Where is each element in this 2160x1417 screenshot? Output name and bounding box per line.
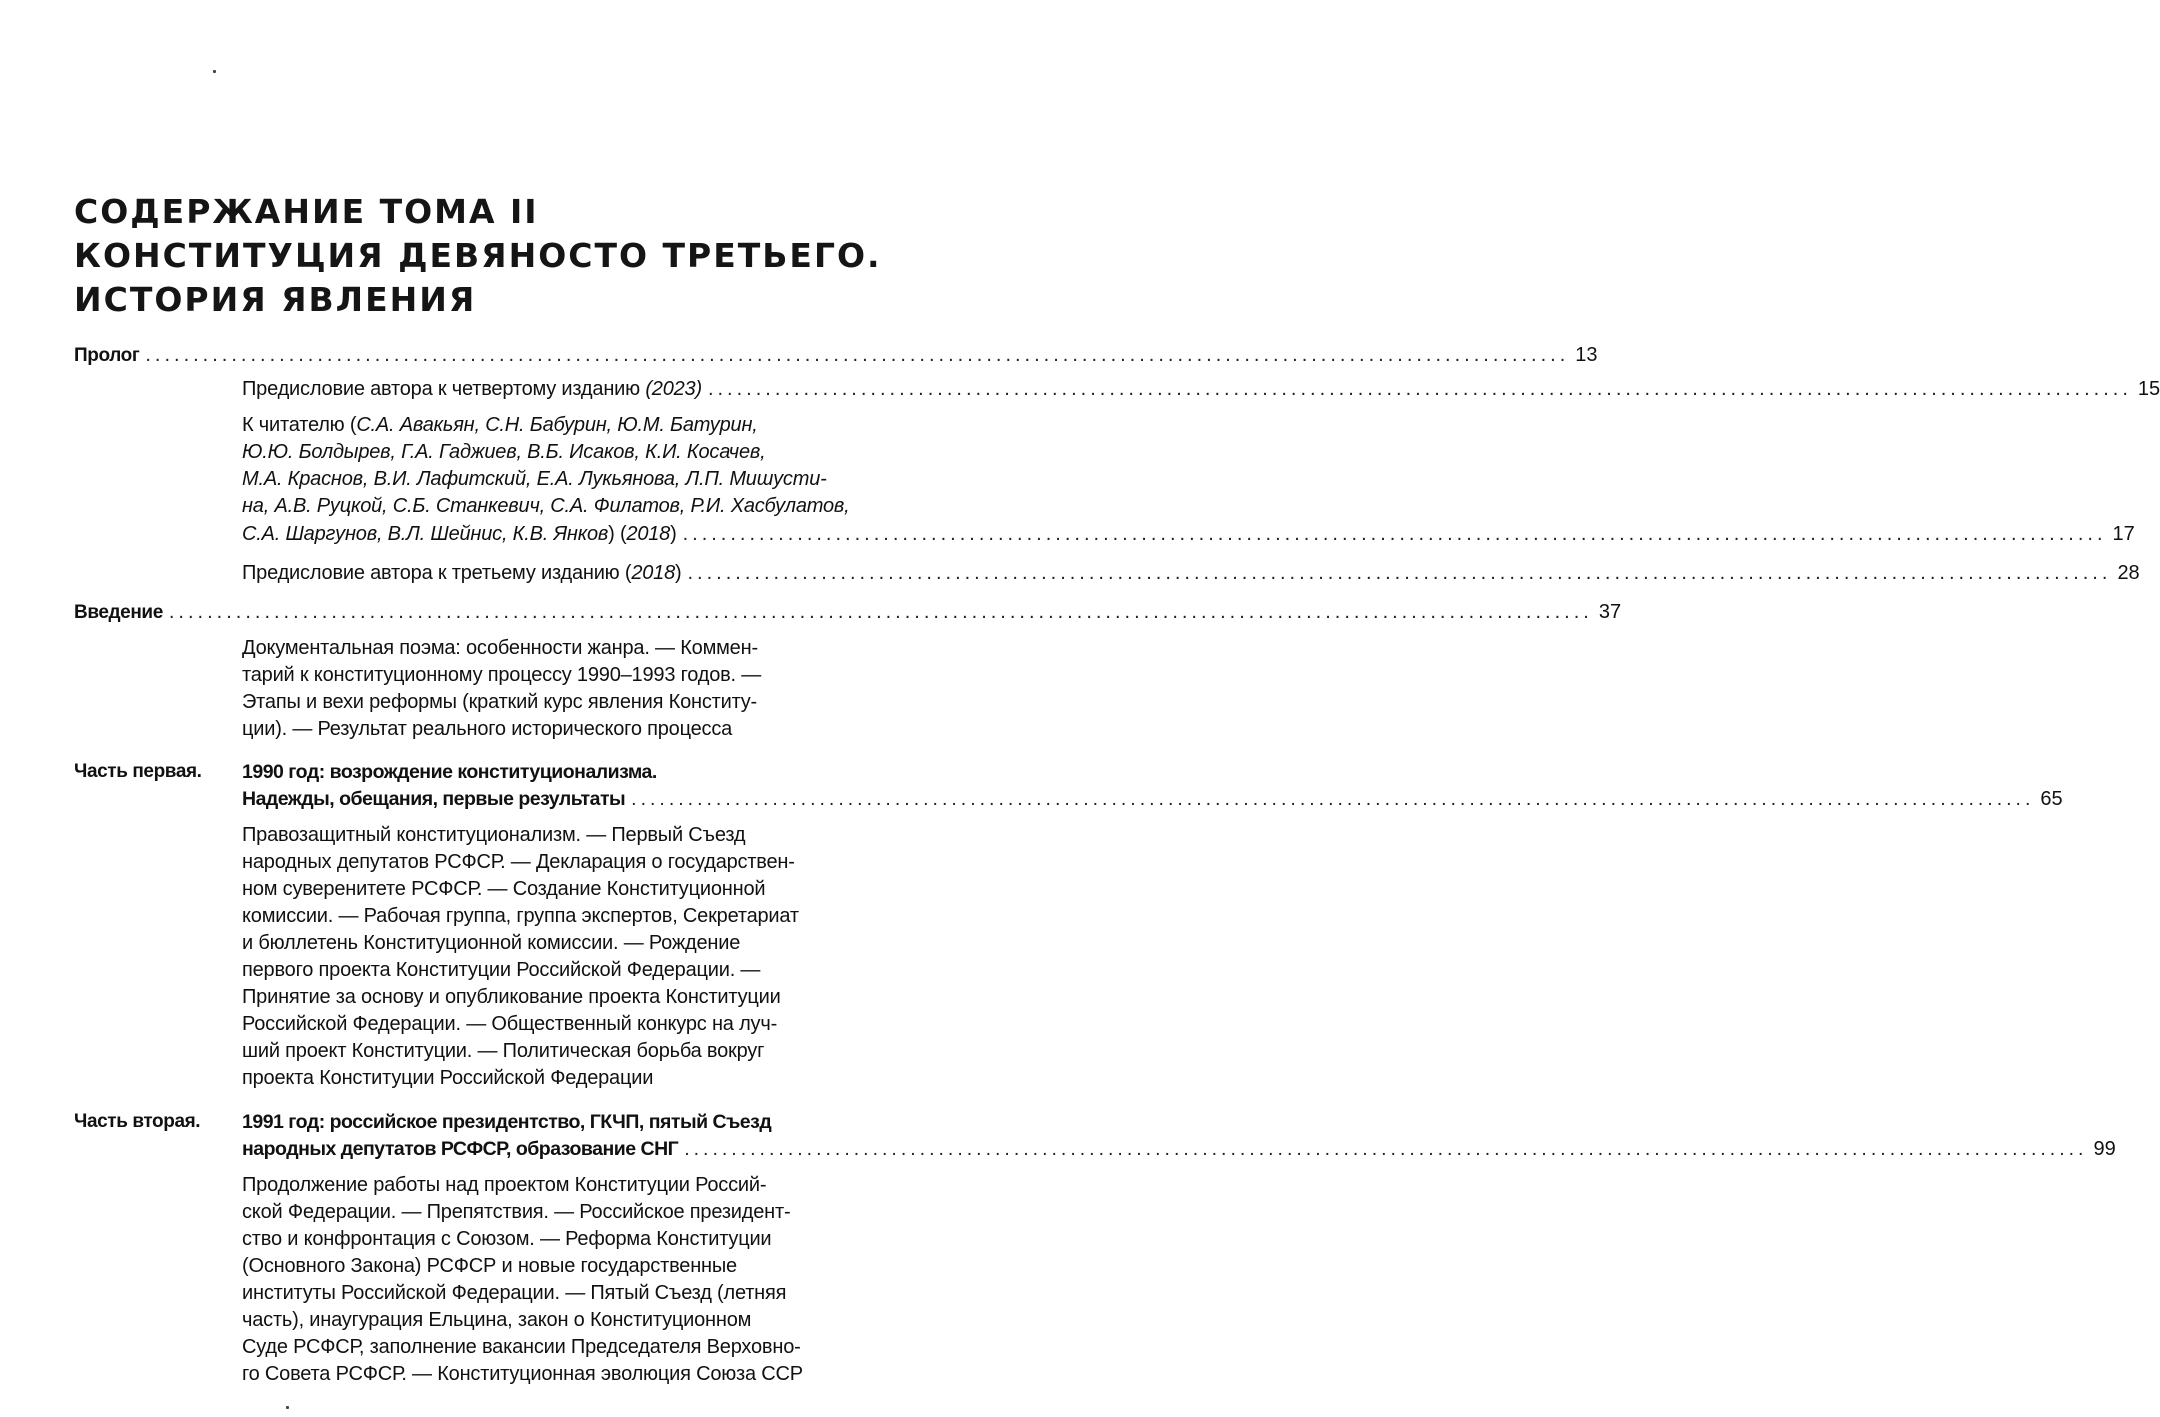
summary-line — [74, 847, 894, 877]
dot-leader: ..................................................................................................................................................... — [707, 378, 2132, 400]
summary-text: проекта Конституции Российской Федерации — [242, 1067, 654, 1089]
punct: ) — [670, 523, 677, 545]
toc-label: Введение — [74, 602, 163, 623]
dot-leader: ..................................................................................................................................................... — [168, 601, 1593, 623]
entry-title: Предисловие автора к третьему изданию ( — [242, 562, 632, 584]
author-list: Ю.Ю. Болдырев, Г.А. Гаджиев, В.Б. Исаков, К.И. Косачев, — [242, 441, 766, 463]
entry-year: 2018 — [631, 562, 676, 584]
dot-leader: ..................................................................................................................................................... — [682, 523, 2107, 545]
part-heading: Надежды, обещания, первые результаты — [242, 788, 626, 810]
part-label: Часть первая. — [74, 761, 202, 782]
summary-line — [74, 687, 894, 717]
summary-text: первого проекта Конституции Российской Федерации. — — [242, 959, 761, 981]
dot-leader: ..................................................................................................................................................... — [145, 344, 1570, 366]
page-number: 13 — [1575, 344, 1598, 366]
summary-line — [74, 1009, 894, 1039]
toc-subentry-cont — [74, 519, 2135, 549]
toc-line — [242, 410, 894, 440]
summary-line — [74, 1063, 894, 1093]
summary-text: ство и конфронтация с Союзом. — Реформа Конституции — [242, 1228, 772, 1250]
page-number: 37 — [1598, 601, 1622, 623]
author-list: на, А.В. Руцкой, С.Б. Станкевич, С.А. Филатов, Р.И. Хасбулатов, — [242, 495, 850, 517]
summary-line — [74, 1224, 894, 1254]
toc-line — [242, 784, 2063, 814]
summary-text: комиссии. — Рабочая группа, группа экспертов, Секретариат — [242, 905, 799, 927]
page-number: 15 — [2137, 378, 2160, 400]
summary-text: Этапы и вехи реформы (краткий курс явления Конститу- — [242, 691, 758, 713]
summary-line — [74, 928, 894, 958]
summary-line — [74, 660, 894, 690]
author-list: С.А. Шаргунов, В.Л. Шейнис, К.В. Янков — [242, 523, 609, 545]
toc-line — [242, 1134, 2116, 1164]
summary-line — [74, 982, 894, 1012]
toc-entry-part2-cont[interactable] — [74, 1134, 2116, 1164]
summary-text: ном суверенитете РСФСР. — Создание Конституционной — [242, 878, 766, 900]
toc-subentry[interactable] — [74, 410, 894, 440]
part-heading: народных депутатов РСФСР, образование СНГ — [242, 1138, 679, 1160]
toc-subentry[interactable] — [74, 374, 2160, 404]
toc-subentry-text — [242, 558, 681, 588]
summary-text: Документальная поэма: особенности жанра. — Коммен- — [242, 637, 758, 659]
toc-subentry-text — [242, 374, 702, 404]
author-list: М.А. Краснов, В.И. Лафитский, Е.А. Лукьянова, Л.П. Мишусти- — [242, 468, 827, 490]
toc-entry-part1-cont[interactable] — [74, 784, 2063, 814]
summary-line — [74, 1278, 894, 1308]
toc-line — [242, 519, 2135, 549]
summary-text: тарий к конституционному процессу 1990–1993 годов. — — [242, 664, 762, 686]
toc-subentry[interactable] — [74, 558, 2140, 588]
page-speck — [213, 70, 216, 73]
summary-line — [74, 874, 894, 904]
dot-leader: ..................................................................................................................................................... — [684, 1138, 2088, 1160]
summary-text: Правозащитный конституционализм. — Первый Съезд — [242, 824, 746, 846]
summary-text: ции). — Результат реального исторического процесса — [242, 718, 733, 740]
summary-line — [74, 1036, 894, 1066]
summary-text: институты Российской Федерации. — Пятый Съезд (летняя — [242, 1282, 787, 1304]
toc-entry-prologue[interactable] — [74, 340, 1598, 370]
entry-title: К читателю ( — [242, 414, 357, 436]
toc-subentry-cont — [74, 464, 894, 494]
part-heading: 1991 год: российское президентство, ГКЧП, пятый Съезд — [242, 1111, 772, 1133]
summary-line — [74, 1305, 894, 1335]
summary-text: ший проект Конституции. — Политическая борьба вокруг — [242, 1040, 765, 1062]
toc-line — [242, 374, 2160, 404]
toc-entry-intro[interactable] — [74, 597, 1622, 627]
toc-entry-part1[interactable] — [74, 757, 894, 787]
summary-text: часть), инаугурация Ельцина, закон о Конституционном — [242, 1309, 752, 1331]
dot-leader: ..................................................................................................................................................... — [687, 562, 2112, 584]
summary-line — [74, 1359, 894, 1389]
entry-title: Предисловие автора к четвертому изданию — [242, 378, 646, 400]
summary-line — [74, 633, 894, 663]
entry-year: 2018 — [626, 523, 671, 545]
dot-leader: ..................................................................................................................................................... — [631, 788, 2035, 810]
summary-line — [74, 1197, 894, 1227]
summary-line — [74, 714, 894, 744]
summary-text: народных депутатов РСФСР. — Декларация о государствен- — [242, 851, 795, 873]
title-line: ИСТОРИЯ ЯВЛЕНИЯ — [74, 280, 477, 319]
summary-line — [74, 820, 894, 850]
toc-line — [74, 597, 1622, 627]
summary-text: Суде РСФСР, заполнение вакансии Председателя Верховно- — [242, 1336, 801, 1358]
summary-line — [74, 1332, 894, 1362]
page-speck — [286, 1406, 289, 1409]
page-number: 17 — [2112, 523, 2135, 545]
title-line: КОНСТИТУЦИЯ ДЕВЯНОСТО ТРЕТЬЕГО. — [74, 236, 882, 275]
toc-label: Пролог — [74, 345, 140, 366]
summary-line — [74, 1170, 894, 1200]
toc-subentry-cont — [74, 491, 894, 521]
punct: ) ( — [608, 523, 627, 545]
summary-text: Продолжение работы над проектом Конституции Россий- — [242, 1174, 767, 1196]
summary-text: Российской Федерации. — Общественный конкурс на луч- — [242, 1013, 778, 1035]
author-list: С.А. Авакьян, С.Н. Бабурин, Ю.М. Батурин, — [356, 414, 758, 436]
page-number: 99 — [2093, 1138, 2116, 1160]
toc-entry-part2[interactable] — [74, 1107, 894, 1137]
summary-text: (Основного Закона) РСФСР и новые государственные — [242, 1255, 737, 1277]
page-number: 65 — [2040, 788, 2063, 810]
part-heading: 1990 год: возрождение конституционализма. — [242, 761, 657, 783]
summary-line — [74, 955, 894, 985]
page-number: 28 — [2117, 562, 2140, 584]
toc-subentry-text — [242, 519, 677, 549]
summary-text: го Совета РСФСР. — Конституционная эволюция Союза ССР — [242, 1363, 803, 1385]
toc-subentry-cont — [74, 437, 894, 467]
summary-text: Принятие за основу и опубликование проекта Конституции — [242, 986, 781, 1008]
contents-title — [74, 190, 934, 322]
punct: ) — [675, 562, 682, 584]
summary-line — [74, 901, 894, 931]
toc-line — [74, 340, 1598, 370]
summary-text: ской Федерации. — Препятствия. — Российское президент- — [242, 1201, 791, 1223]
toc-line — [242, 558, 2140, 588]
summary-text: и бюллетень Конституционной комиссии. — Рождение — [242, 932, 741, 954]
title-line: СОДЕРЖАНИЕ ТОМА II — [74, 192, 539, 231]
summary-line — [74, 1251, 894, 1281]
entry-year: (2023) — [645, 378, 702, 400]
part-label: Часть вторая. — [74, 1111, 201, 1132]
